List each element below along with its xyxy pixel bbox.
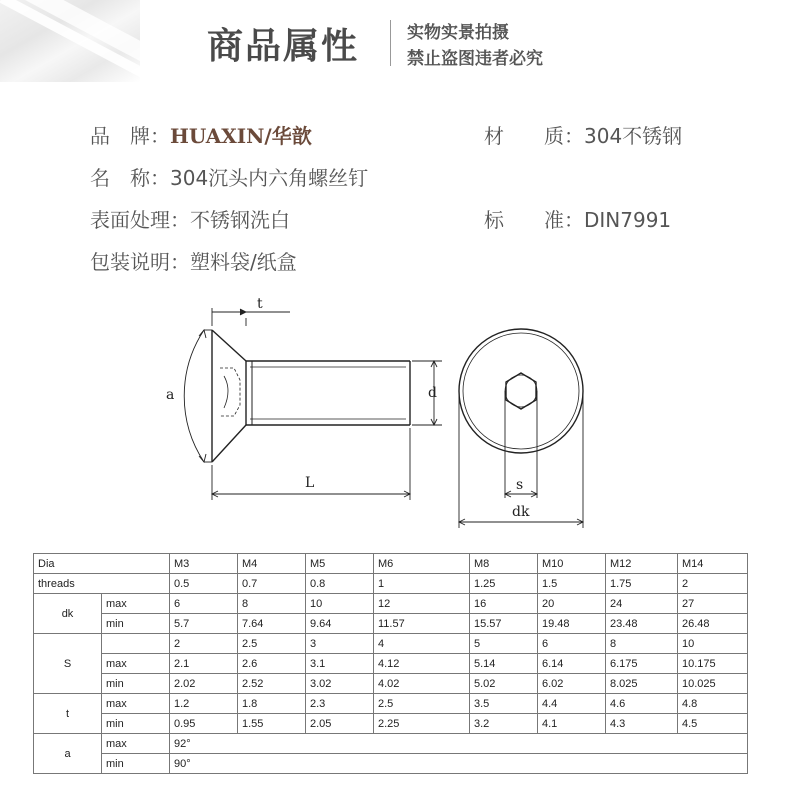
table-cell: 11.57 [374,614,470,634]
header-cell: M14 [678,554,748,574]
table-cell: 4.4 [538,694,606,714]
label-s: s [516,477,524,493]
attr-standard-value: DIN7991 [584,208,672,232]
sub-label: max [102,594,170,614]
attr-material-label: 材 质： [484,124,584,148]
table-cell: 3 [306,634,374,654]
table-cell: 2.05 [306,714,374,734]
table-cell: 6.175 [606,654,678,674]
header-cell: M5 [306,554,374,574]
table-row [34,654,748,674]
attr-surface-label: 表面处理： [90,208,190,232]
screw-end-view [459,329,583,528]
screw-side-view [212,330,410,462]
table-cell: 3.5 [470,694,538,714]
label-d: d [428,385,437,401]
table-cell: 6.14 [538,654,606,674]
header-cell: M12 [606,554,678,574]
table-cell: 1.75 [606,574,678,594]
table-cell: 5.7 [170,614,238,634]
table-cell: 4.02 [374,674,470,694]
group-label: t [34,694,102,734]
table-cell: 4.12 [374,654,470,674]
table-cell: 23.48 [606,614,678,634]
sub-label: max [102,694,170,714]
attr-brand-value: HUAXIN/华歆 [170,124,312,148]
screw-technical-drawing [0,290,790,540]
table-row [34,574,748,594]
label-t: t [257,296,263,312]
sub-label: min [102,714,170,734]
angle-value: 90° [170,754,748,774]
attr-surface-value: 不锈钢洗白 [190,208,290,232]
table-cell: 19.48 [538,614,606,634]
table-cell: 0.7 [238,574,306,594]
table-cell: 2.5 [374,694,470,714]
table-cell: 2.3 [306,694,374,714]
table-cell: 9.64 [306,614,374,634]
table-cell: 2 [678,574,748,594]
table-cell: 10 [306,594,374,614]
table-cell: 6 [538,634,606,654]
sub-label: min [102,754,170,774]
table-cell: 27 [678,594,748,614]
table-cell: 10.175 [678,654,748,674]
table-cell: 3.2 [470,714,538,734]
attr-name-value: 304沉头内六角螺丝钉 [170,166,369,190]
table-cell: 4.3 [606,714,678,734]
table-cell: 2.6 [238,654,306,674]
table-cell: 5.02 [470,674,538,694]
header-cell: M4 [238,554,306,574]
table-row [34,594,748,614]
label-a: a [166,387,175,403]
attr-material [484,120,682,149]
table-cell: 1.8 [238,694,306,714]
dim-a [184,330,212,462]
attr-name [90,162,368,191]
table-cell: 1.25 [470,574,538,594]
table-cell: 8 [238,594,306,614]
attr-material-value: 304不锈钢 [584,124,683,148]
angle-value: 92° [170,734,748,754]
table-cell: 4.8 [678,694,748,714]
banner-note-line2: 禁止盗图违者必究 [407,49,543,69]
label-L: L [305,475,315,491]
table-cell: 3.02 [306,674,374,694]
header-cell: Dia [34,554,170,574]
row-label: threads [34,574,170,594]
table-row [34,554,748,574]
table-cell: 10 [678,634,748,654]
table-row [34,694,748,714]
banner-decoration [0,0,140,82]
table-cell: 5.14 [470,654,538,674]
table-cell: 4.6 [606,694,678,714]
dim-d [412,361,442,425]
table-cell: 0.5 [170,574,238,594]
table-cell: 7.64 [238,614,306,634]
table-cell: 5 [470,634,538,654]
attr-brand-label: 品 牌： [90,124,170,148]
table-cell: 20 [538,594,606,614]
table-cell: 1 [374,574,470,594]
header-cell: M6 [374,554,470,574]
attr-standard-label: 标 准： [484,208,584,232]
table-cell: 2.52 [238,674,306,694]
sub-label: max [102,654,170,674]
table-row [34,754,748,774]
table-cell: 4 [374,634,470,654]
table-cell: 1.2 [170,694,238,714]
table-cell: 8.025 [606,674,678,694]
table-cell: 4.1 [538,714,606,734]
banner-divider [390,20,391,66]
attr-packaging-label: 包装说明： [90,250,190,274]
group-label: S [34,634,102,694]
table-cell: 6 [170,594,238,614]
attr-packaging-value: 塑料袋/纸盒 [190,250,297,274]
table-cell: 6.02 [538,674,606,694]
attr-surface [90,204,290,233]
table-cell: 12 [374,594,470,614]
table-cell: 2.5 [238,634,306,654]
table-cell: 15.57 [470,614,538,634]
banner-note-line1: 实物实景拍摄 [407,23,509,43]
table-cell: 1.5 [538,574,606,594]
banner-title: 商品属性 [207,26,360,67]
table-cell: 16 [470,594,538,614]
sub-label [102,634,170,654]
attr-name-label: 名 称： [90,166,170,190]
table-cell: 2.02 [170,674,238,694]
header-cell: M3 [170,554,238,574]
table-cell: 2 [170,634,238,654]
attr-packaging [90,246,297,275]
table-cell: 26.48 [678,614,748,634]
sub-label: min [102,614,170,634]
table-row [34,614,748,634]
sub-label: max [102,734,170,754]
table-cell: 0.95 [170,714,238,734]
attr-brand [90,120,312,149]
table-cell: 0.8 [306,574,374,594]
table-row [34,734,748,754]
banner [0,0,790,90]
attr-standard [484,204,671,233]
table-cell: 3.1 [306,654,374,674]
table-row [34,634,748,654]
table-row [34,674,748,694]
table-cell: 1.55 [238,714,306,734]
spec-table [33,553,748,774]
table-cell: 2.25 [374,714,470,734]
sub-label: min [102,674,170,694]
table-cell: 2.1 [170,654,238,674]
table-cell: 24 [606,594,678,614]
group-label: dk [34,594,102,634]
header-cell: M8 [470,554,538,574]
group-label: a [34,734,102,774]
table-row [34,714,748,734]
table-cell: 10.025 [678,674,748,694]
table-cell: 8 [606,634,678,654]
table-cell: 4.5 [678,714,748,734]
header-cell: M10 [538,554,606,574]
dim-t [212,308,290,326]
label-dk: dk [512,504,530,520]
